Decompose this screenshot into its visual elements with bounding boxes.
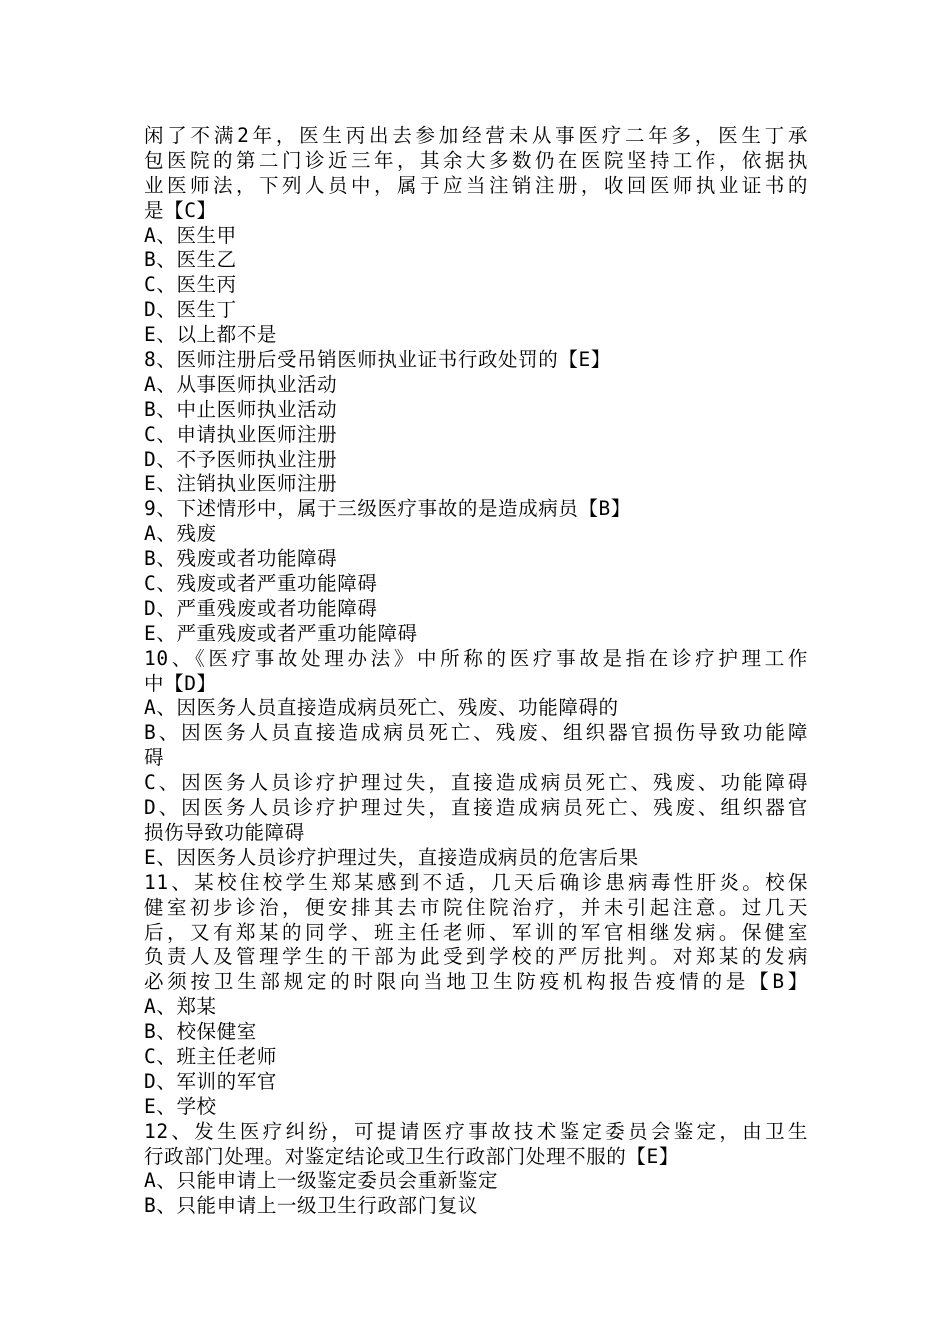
text-line: E、以上都不是 bbox=[144, 323, 277, 347]
text-line: 必须按卫生部规定的时限向当地卫生防疫机构报告疫情的是【B】 bbox=[144, 970, 808, 994]
text-line: B、只能申请上一级卫生行政部门复议 bbox=[144, 1194, 478, 1218]
text-line: E、学校 bbox=[144, 1094, 217, 1118]
text-line: A、残废 bbox=[144, 522, 217, 546]
text-line: 业医师法，下列人员中，属于应当注销注册，收回医师执业证书的 bbox=[144, 173, 808, 197]
text-line: 9、下述情形中，属于三级医疗事故的是造成病员【B】 bbox=[144, 497, 631, 521]
text-line: D、军训的军官 bbox=[144, 1069, 277, 1093]
text-line: C、班主任老师 bbox=[144, 1044, 277, 1068]
text-line: D、医生丁 bbox=[144, 298, 237, 322]
text-line: 是【C】 bbox=[144, 198, 217, 222]
document-body bbox=[144, 124, 808, 1219]
text-line: D、不予医师执业注册 bbox=[144, 447, 338, 471]
text-line: 8、医师注册后受吊销医师执业证书行政处罚的【E】 bbox=[144, 348, 611, 372]
text-line: E、严重残废或者严重功能障碍 bbox=[144, 621, 418, 645]
text-line: A、郑某 bbox=[144, 995, 217, 1019]
text-line: E、因医务人员诊疗护理过失，直接造成病员的危害后果 bbox=[144, 845, 639, 869]
text-line: A、从事医师执业活动 bbox=[144, 372, 338, 396]
text-line: 行政部门处理。对鉴定结论或卫生行政部门处理不服的【E】 bbox=[144, 1144, 679, 1168]
text-line: 损伤导致功能障碍 bbox=[144, 820, 305, 844]
text-line: C、医生丙 bbox=[144, 273, 237, 297]
text-line: 后，又有郑某的同学、班主任老师、军训的军官相继发病。保健室 bbox=[144, 920, 808, 944]
text-line: A、医生甲 bbox=[144, 223, 237, 247]
text-line: B、医生乙 bbox=[144, 248, 237, 272]
text-line: B、因医务人员直接造成病员死亡、残废、组织器官损伤导致功能障 bbox=[144, 721, 808, 745]
text-line: 12、发生医疗纠纷，可提请医疗事故技术鉴定委员会鉴定，由卫生 bbox=[144, 1119, 808, 1143]
text-line: 负责人及管理学生的干部为此受到学校的严厉批判。对郑某的发病 bbox=[144, 945, 808, 969]
text-line: C、残废或者严重功能障碍 bbox=[144, 572, 378, 596]
text-line: A、只能申请上一级鉴定委员会重新鉴定 bbox=[144, 1169, 499, 1193]
text-line: A、因医务人员直接造成病员死亡、残废、功能障碍的 bbox=[144, 696, 619, 720]
text-line: 中【D】 bbox=[144, 671, 217, 695]
text-line: 闲了不满2年，医生丙出去参加经营未从事医疗二年多，医生丁承 bbox=[144, 124, 808, 147]
text-line: 健室初步诊治，便安排其去市院住院治疗，并未引起注意。过几天 bbox=[144, 895, 808, 919]
text-line: E、注销执业医师注册 bbox=[144, 472, 338, 496]
text-line: D、严重残废或者功能障碍 bbox=[144, 596, 378, 620]
text-line: B、残废或者功能障碍 bbox=[144, 547, 338, 571]
text-line: 包医院的第二门诊近三年，其余大多数仍在医院坚持工作，依据执 bbox=[144, 148, 808, 172]
text-line: C、申请执业医师注册 bbox=[144, 422, 338, 446]
text-line: D、因医务人员诊疗护理过失，直接造成病员死亡、残废、组织器官 bbox=[144, 796, 808, 820]
text-line: 碍 bbox=[144, 746, 165, 770]
text-line: B、中止医师执业活动 bbox=[144, 397, 338, 421]
text-line: 11、某校住校学生郑某感到不适，几天后确诊患病毒性肝炎。校保 bbox=[144, 870, 808, 894]
text-line: B、校保健室 bbox=[144, 1020, 257, 1044]
text-line: C、因医务人员诊疗护理过失，直接造成病员死亡、残废、功能障碍 bbox=[144, 771, 808, 795]
text-line: 10、《医疗事故处理办法》中所称的医疗事故是指在诊疗护理工作 bbox=[144, 646, 808, 670]
